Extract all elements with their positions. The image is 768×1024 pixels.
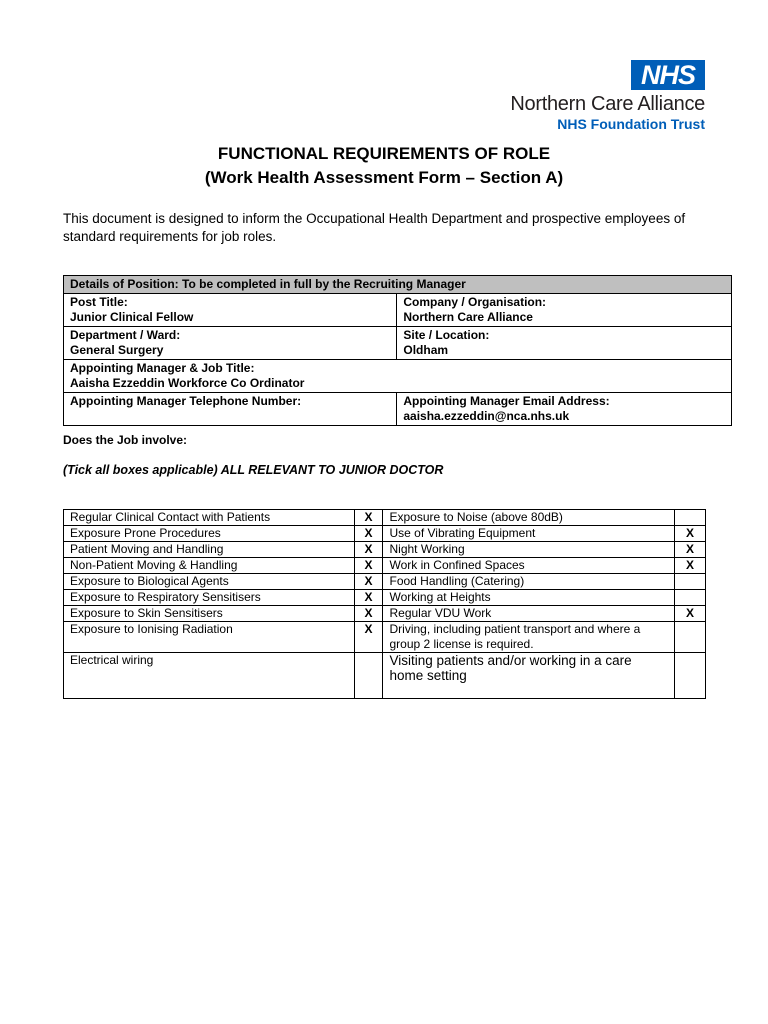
requirement-left-tick[interactable] <box>354 653 383 699</box>
requirement-left-tick[interactable]: X <box>354 542 383 558</box>
requirements-table <box>63 509 706 699</box>
requirement-left-label: Exposure to Skin Sensitisers <box>64 606 355 622</box>
document-title: FUNCTIONAL REQUIREMENTS OF ROLE <box>217 144 551 163</box>
post-title-cell <box>64 294 397 327</box>
requirement-row <box>64 574 706 590</box>
site-value: Oldham <box>403 343 449 357</box>
requirement-left-tick[interactable]: X <box>354 510 383 526</box>
requirement-left-label: Regular Clinical Contact with Patients <box>64 510 355 526</box>
site-label: Site / Location: <box>403 328 490 342</box>
company-value: Northern Care Alliance <box>403 310 533 324</box>
requirement-row <box>64 653 706 699</box>
manager-value: Aaisha Ezzeddin Workforce Co Ordinator <box>70 376 305 390</box>
position-details-table <box>63 275 732 426</box>
organisation-name: Northern Care Alliance <box>510 93 705 115</box>
requirement-left-label: Exposure Prone Procedures <box>64 526 355 542</box>
requirement-row <box>64 558 706 574</box>
requirement-left-tick[interactable]: X <box>354 558 383 574</box>
requirement-left-label: Non-Patient Moving & Handling <box>64 558 355 574</box>
telephone-cell <box>64 393 397 426</box>
requirement-row <box>64 526 706 542</box>
requirement-right-label: Food Handling (Catering) <box>383 574 675 590</box>
details-header: Details of Position: To be completed in full by the Recruiting Manager <box>64 276 732 294</box>
requirement-left-tick[interactable]: X <box>354 622 383 653</box>
requirement-right-tick[interactable] <box>675 622 706 653</box>
details-row <box>64 327 732 360</box>
telephone-label: Appointing Manager Telephone Number: <box>70 394 302 408</box>
manager-cell <box>64 360 732 393</box>
details-row <box>64 360 732 393</box>
department-label: Department / Ward: <box>70 328 181 342</box>
tick-instruction: (Tick all boxes applicable) ALL RELEVANT TO JUNIOR DOCTOR <box>63 463 444 477</box>
site-cell <box>397 327 732 360</box>
requirement-right-tick[interactable]: X <box>675 558 706 574</box>
requirement-row <box>64 510 706 526</box>
requirement-right-label: Use of Vibrating Equipment <box>383 526 675 542</box>
requirement-right-tick[interactable]: X <box>675 606 706 622</box>
organisation-subtitle: NHS Foundation Trust <box>557 116 705 132</box>
nhs-badge: NHS <box>631 60 705 90</box>
requirement-left-label: Exposure to Biological Agents <box>64 574 355 590</box>
requirement-left-label: Electrical wiring <box>64 653 355 699</box>
requirement-right-label: Regular VDU Work <box>383 606 675 622</box>
nhs-logo <box>478 58 708 134</box>
details-header-row <box>64 276 732 294</box>
requirement-right-label: Working at Heights <box>383 590 675 606</box>
email-label: Appointing Manager Email Address: <box>403 394 610 408</box>
requirement-right-label: Driving, including patient transport and where a group 2 license is required. <box>383 622 675 653</box>
requirement-row <box>64 622 706 653</box>
requirement-left-tick[interactable]: X <box>354 574 383 590</box>
company-cell <box>397 294 732 327</box>
requirement-right-tick[interactable] <box>675 510 706 526</box>
requirement-row <box>64 606 706 622</box>
job-involve-question: Does the Job involve: <box>63 433 188 447</box>
requirement-left-tick[interactable]: X <box>354 606 383 622</box>
requirement-right-tick[interactable] <box>675 653 706 699</box>
requirement-right-label: Visiting patients and/or working in a care home setting <box>383 653 675 699</box>
requirement-left-label: Exposure to Respiratory Sensitisers <box>64 590 355 606</box>
requirement-right-label: Work in Confined Spaces <box>383 558 675 574</box>
requirement-left-label: Patient Moving and Handling <box>64 542 355 558</box>
details-row <box>64 393 732 426</box>
post-title-label: Post Title: <box>70 295 128 309</box>
requirement-row <box>64 542 706 558</box>
requirement-row <box>64 590 706 606</box>
email-value: aaisha.ezzeddin@nca.nhs.uk <box>403 409 570 423</box>
post-title-value: Junior Clinical Fellow <box>70 310 194 324</box>
intro-paragraph: This document is designed to inform the Occupational Health Department and prospective employees of standard requirements for job roles. <box>63 211 686 244</box>
requirement-right-label: Exposure to Noise (above 80dB) <box>383 510 675 526</box>
requirement-right-tick[interactable] <box>675 590 706 606</box>
department-value: General Surgery <box>70 343 164 357</box>
requirement-left-tick[interactable]: X <box>354 590 383 606</box>
requirement-right-tick[interactable]: X <box>675 542 706 558</box>
requirement-right-tick[interactable] <box>675 574 706 590</box>
requirement-left-tick[interactable]: X <box>354 526 383 542</box>
requirement-left-label: Exposure to Ionising Radiation <box>64 622 355 653</box>
company-label: Company / Organisation: <box>403 295 547 309</box>
details-row <box>64 294 732 327</box>
department-cell <box>64 327 397 360</box>
document-subtitle: (Work Health Assessment Form – Section A) <box>204 168 564 187</box>
email-cell <box>397 393 732 426</box>
requirement-right-label: Night Working <box>383 542 675 558</box>
requirement-right-tick[interactable]: X <box>675 526 706 542</box>
manager-label: Appointing Manager & Job Title: <box>70 361 255 375</box>
